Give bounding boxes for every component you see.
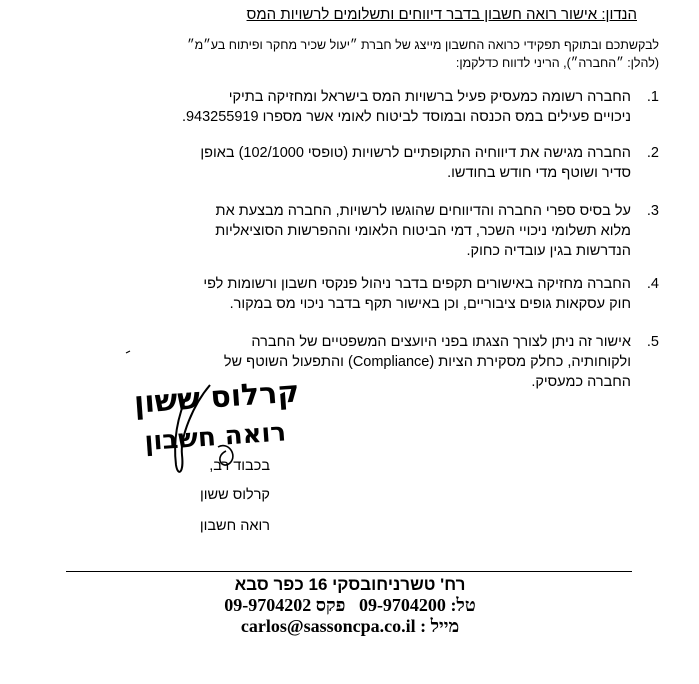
email-address[interactable]: carlos@sassoncpa.co.il [240, 616, 416, 636]
stamp-name: קרלוס ששון [132, 374, 301, 421]
statement-item [19, 87, 659, 127]
item-number: 1. [646, 89, 659, 105]
intro-line: (להלן: ״החברה״), הריני לדווח כדלקמן: [455, 56, 659, 70]
stamp-title: רואה חשבון [143, 417, 288, 458]
statement-item [19, 274, 659, 314]
footer-email-line [120, 616, 580, 637]
phone-label: טל: [450, 595, 476, 615]
item-body [19, 201, 631, 261]
statement-item [19, 201, 659, 261]
item-line: אישור זה ניתן לצורך הצגתו בפני היועצים המשפטיים של החברה [251, 334, 631, 350]
fax-number: 09-9704202 [224, 595, 312, 615]
item-line: החברה רשומה כמעסיק פעיל ברשויות המס בישראל ומחזיקה בתיקי [228, 89, 631, 105]
item-number: 5. [646, 334, 659, 350]
item-number: 4. [646, 276, 659, 292]
fax-label: פקס [315, 595, 346, 615]
closing-title: רואה חשבון [199, 518, 270, 534]
item-line: הנדרשות בגין עובדיה כחוק. [466, 243, 631, 259]
closing-name: קרלוס ששון [200, 487, 270, 503]
closing-regards: בכבוד רב, [209, 458, 270, 474]
item-line: מלוא תשלומי ניכויי השכר, דמי הביטוח הלאומי וההפרשות הסוציאליות [215, 223, 631, 239]
item-line: חוק עסקאות גופים ציבוריים, וכן באישור תקף בדבר ניכוי מס במקור. [229, 296, 631, 312]
item-line: החברה מגישה את דיווחיה התקופתיים לרשויות (טופסי 102/1000) באופן [200, 145, 631, 161]
item-body [19, 143, 631, 183]
footer-divider [66, 571, 632, 572]
statement-item [19, 143, 659, 183]
letter-subject: הנדון: אישור רואה חשבון בדבר דיווחים ותשלומים לרשויות המס [246, 6, 637, 23]
footer-address: רח' טשרניחובסקי 16 כפר סבא [234, 575, 466, 594]
email-label: מייל : [420, 616, 460, 636]
item-line: סדיר ושוטף מדי חודש בחודשו. [447, 165, 631, 181]
item-line: ניכויים פעילים במס הכנסה ובמוסד לביטוח לאומי אשר מספרו 943255919. [181, 109, 631, 125]
letterhead-footer [120, 574, 580, 637]
item-body [19, 332, 631, 392]
item-number: 2. [646, 145, 659, 161]
item-line: החברה כמעסיק. [531, 374, 631, 390]
item-line: החברה מחזיקה באישורים תקפים בדבר ניהול פנקסי חשבון ורשומות לפי [203, 276, 631, 292]
letter-intro [19, 36, 659, 72]
item-line: על בסיס ספרי החברה והדיווחים שהוגשו לרשויות, החברה מבצעת את [215, 203, 631, 219]
intro-line: לבקשתכם ובתוקף תפקידי כרואה החשבון מייצג של חברת ״יעול שכיר מחקר ופיתוח בע״מ״ [187, 38, 659, 52]
statement-item [19, 332, 659, 392]
item-body [19, 274, 631, 314]
item-number: 3. [646, 203, 659, 219]
item-body [19, 87, 631, 127]
item-line: ולקוחותיה, כחלק מסקירת הציות (Compliance) והתפעול השוטף של [223, 354, 631, 370]
footer-phone-line [120, 595, 580, 616]
phone-number: 09-9704200 [358, 595, 446, 615]
signature-scribble [126, 351, 130, 353]
